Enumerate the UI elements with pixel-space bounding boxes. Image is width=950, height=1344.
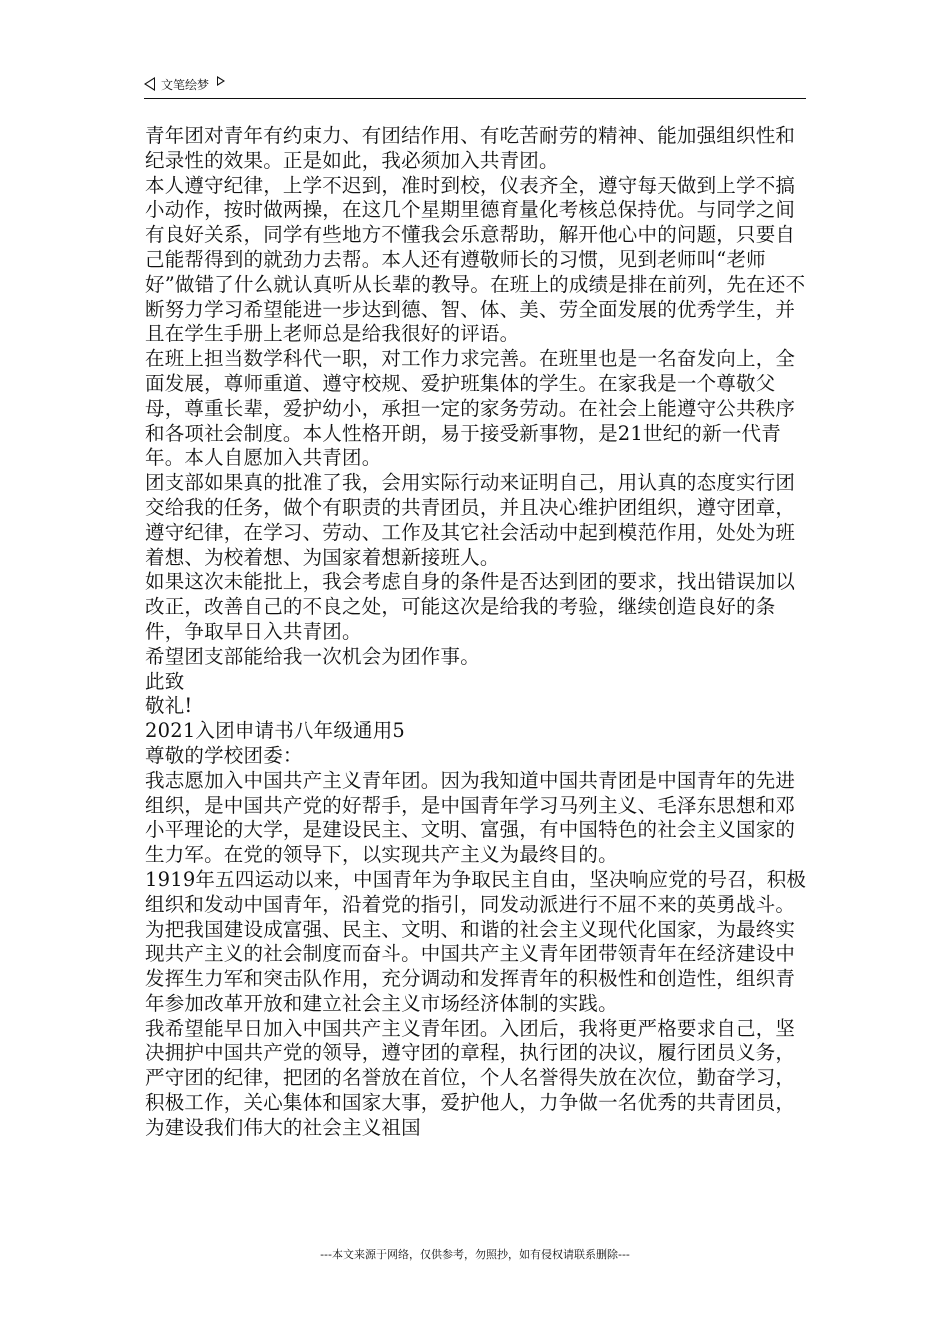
paragraph: 如果这次未能批上，我会考虑自身的条件是否达到团的要求，找出错误加以改正，改善自己的不良之处，可能这次是给我的考验，继续创造良好的条件，争取早日入共青团。: [145, 570, 796, 643]
document-body: [145, 124, 810, 1141]
section-heading: 2021入团申请书八年级通用5: [145, 719, 406, 743]
page-header: [144, 74, 806, 99]
paragraph: 我希望能早日加入中国共产主义青年团。入团后，我将更严格要求自己，坚决拥护中国共产党的领导，遵守团的章程，执行团的决议，履行团员义务，严守团的纪律，把团的名誉放在首位，个人名誉得失放在次位，勤奋学习，积极工作，关心集体和国家大事，爱护他人，力争做一名优秀的共青团员，为建设我们伟大的社会主义祖国: [145, 1016, 796, 1139]
footer-notice: ---本文来源于网络，仅供参考，勿照抄，如有侵权请联系删除---: [320, 1248, 630, 1261]
paragraph: 我志愿加入中国共产主义青年团。因为我知道中国共青团是中国青年的先进组织，是中国共产党的好帮手，是中国青年学习马列主义、毛泽东思想和邓小平理论的大学，是建设民主、文明、富强，有中国特色的社会主义国家的生力军。在党的领导下，以实现共产主义为最终目的。: [145, 768, 796, 867]
paragraph: 青年团对青年有约束力、有团结作用、有吃苦耐劳的精神、能加强组织性和纪录性的效果。正是如此，我必须加入共青团。: [145, 124, 796, 172]
header-title: 文笔绘梦: [161, 77, 210, 92]
paragraph: 希望团支部能给我一次机会为团作事。: [145, 644, 480, 668]
salutation-line: 敬礼!: [145, 694, 193, 718]
greeting-line: 尊敬的学校团委：: [145, 743, 303, 767]
paragraph: 1919年五四运动以来，中国青年为争取民主自由，坚决响应党的号召，积极组织和发动中国青年，沿着党的指引，同发动派进行不屈不来的英勇战斗。为把我国建设成富强、民主、文明、和谐的社会主义现代化国家，为最终实现共产主义的社会制度而奋斗。中国共产主义青年团带领青年在经济建设中发挥生力军和突击队作用，充分调动和发挥青年的积极性和创造性，组织青年参加改革开放和建立社会主义市场经济体制的实践。: [145, 867, 807, 1015]
closing-line: 此致: [145, 669, 185, 693]
paragraph: 在班上担当数学科代一职，对工作力求完善。在班里也是一名奋发向上，全面发展，尊师重道、遵守校规、爱护班集体的学生。在家我是一个尊敬父母，尊重长辈，爱护幼小，承担一定的家务劳动。在社会上能遵守公共秩序和各项社会制度。本人性格开朗，易于接受新事物，是21世纪的新一代青年。本人自愿加入共青团。: [145, 347, 796, 470]
triangle-right-outline-icon: [217, 76, 225, 86]
header-brand: [144, 74, 225, 94]
paragraph: 本人遵守纪律，上学不迟到，准时到校，仪表齐全，遵守每天做到上学不搞小动作，按时做两操，在这几个星期里德育量化考核总保持优。与同学之间有良好关系，同学有些地方不懂我会乐意帮助，解开他心中的问题，只要自己能帮得到的就劲力去帮。本人还有遵敬师长的习惯，见到老师叫“老师好”做错了什么就认真听从长辈的教导。在班上的成绩是排在前列，先在还不断努力学习希望能进一步达到德、智、体、美、劳全面发展的优秀学生，并且在学生手册上老师总是给我很好的评语。: [145, 173, 806, 346]
triangle-left-outline-icon: [144, 77, 155, 91]
paragraph: 团支部如果真的批准了我，会用实际行动来证明自己，用认真的态度实行团交给我的任务，做个有职责的共青团员，并且决心维护团组织，遵守团章，遵守纪律，在学习、劳动、工作及其它社会活动中起到模范作用，处处为班着想、为校着想、为国家着想新接班人。: [145, 471, 796, 569]
